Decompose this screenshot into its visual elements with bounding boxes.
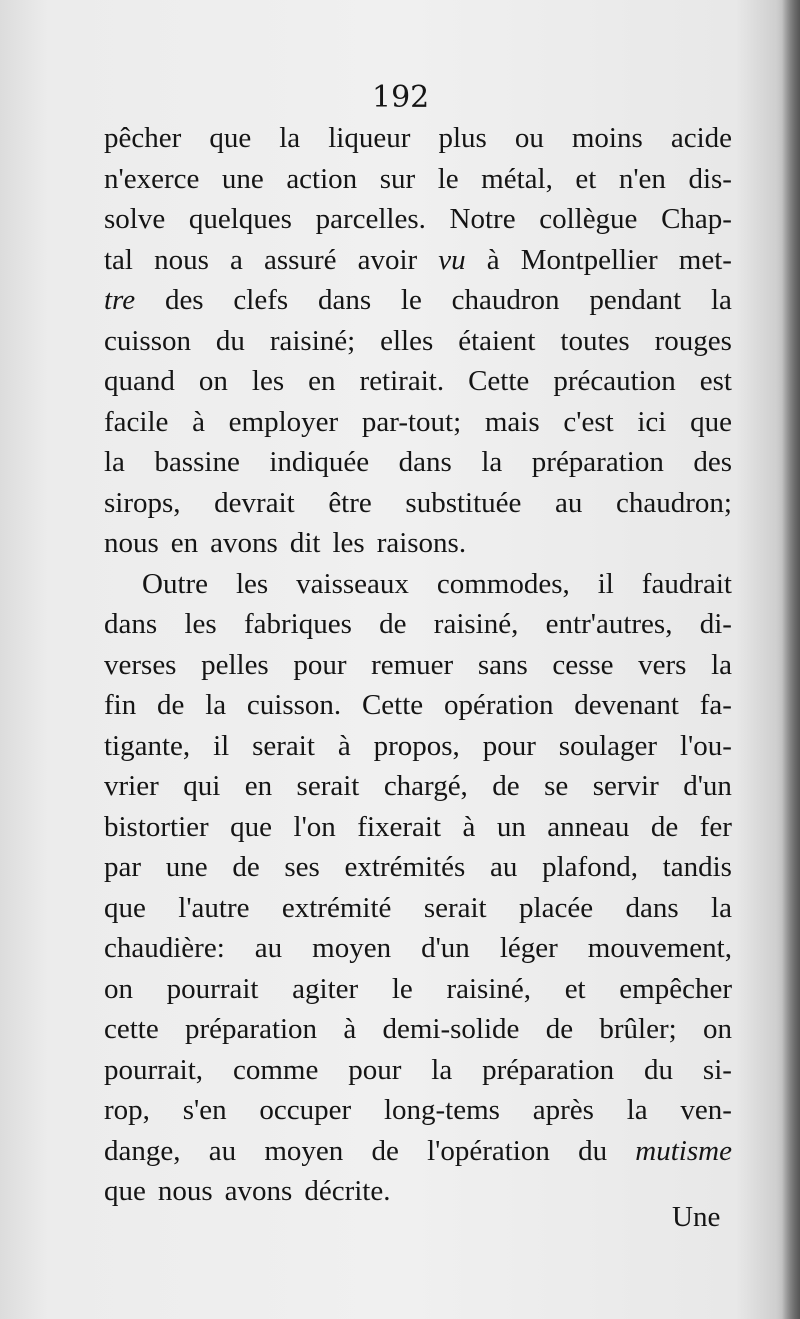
word: quelques	[188, 203, 292, 235]
word: précaution	[553, 365, 676, 397]
word: s'en	[182, 1094, 227, 1126]
word: en	[308, 365, 336, 397]
word: raisiné;	[269, 324, 356, 357]
word: que	[690, 405, 732, 438]
word: brûler;	[599, 1013, 677, 1045]
word: c'est	[563, 405, 614, 438]
word: rop,	[104, 1094, 150, 1126]
word: l'on	[293, 810, 336, 843]
word: dit	[289, 527, 321, 559]
word: on	[198, 365, 228, 397]
word: les	[251, 365, 285, 397]
word: extrémités	[344, 851, 466, 883]
word: Cette	[361, 689, 424, 721]
word: propos,	[373, 729, 460, 762]
word: et	[575, 162, 597, 195]
word: employer	[228, 405, 339, 438]
word: commodes,	[436, 567, 570, 600]
word: fer	[699, 810, 732, 843]
text-line	[104, 1171, 732, 1212]
word: ven-	[680, 1094, 732, 1126]
word: un	[496, 810, 526, 843]
word: cuisson	[104, 324, 191, 357]
word: liqueur	[328, 122, 411, 154]
word: en	[170, 527, 199, 559]
word: vaisseaux	[296, 567, 409, 600]
word: Montpellier	[520, 243, 658, 276]
word: d'un	[421, 932, 470, 964]
word: indiquée	[269, 446, 370, 478]
word: de	[650, 810, 679, 843]
word: du	[215, 324, 245, 357]
word: léger	[499, 932, 558, 964]
word: long-tems	[383, 1094, 500, 1126]
word: si-	[702, 1053, 732, 1086]
word: rouges	[654, 324, 732, 357]
word: opération	[443, 689, 554, 721]
word: tal	[104, 243, 133, 276]
text-line	[104, 766, 732, 807]
word: l'opération	[427, 1134, 550, 1167]
text-line	[104, 523, 732, 564]
word: entr'autres,	[545, 608, 673, 640]
text-line	[104, 361, 732, 402]
word: serait	[252, 729, 315, 762]
word: acide	[670, 122, 732, 154]
word: des	[693, 446, 732, 478]
word: dis-	[688, 162, 732, 195]
text-line	[104, 402, 732, 443]
word: la	[711, 891, 732, 924]
text-line	[104, 483, 732, 524]
word: il	[213, 729, 230, 762]
text-line	[104, 321, 732, 362]
word: Cette	[468, 365, 530, 397]
word: occuper	[259, 1094, 352, 1126]
word: extrémité	[281, 891, 392, 924]
word: l'ou-	[679, 729, 732, 762]
word: une	[165, 851, 208, 883]
word: mais	[484, 405, 540, 438]
word: est	[699, 365, 732, 397]
word: faudrait	[641, 567, 732, 600]
word: qui	[183, 770, 221, 802]
word: nous	[157, 1175, 213, 1207]
word: nous	[154, 243, 209, 276]
text-line	[104, 1131, 732, 1172]
text-line	[104, 1090, 732, 1131]
word: Chap-	[661, 203, 732, 235]
word: chaudron	[451, 284, 560, 316]
word: collègue	[539, 203, 638, 235]
word: le	[437, 162, 459, 195]
word: la	[279, 122, 301, 154]
word: métal,	[481, 162, 553, 195]
word: plafond,	[542, 851, 638, 883]
word: clefs	[233, 284, 289, 316]
word: parcelles.	[315, 203, 426, 235]
word: n'exerce	[104, 162, 200, 195]
page-number: 192	[372, 80, 430, 115]
word: la	[711, 648, 732, 681]
word: pour	[348, 1053, 402, 1086]
word: bassine	[154, 446, 240, 478]
word: pelles	[201, 648, 269, 681]
word: chaudron;	[616, 486, 732, 519]
word: bistortier	[104, 810, 209, 843]
word: chargé,	[383, 770, 468, 802]
word: on	[702, 1013, 732, 1045]
text-line	[104, 280, 732, 321]
word: la	[104, 446, 125, 478]
catchword: Une	[672, 1201, 721, 1233]
word: ses	[284, 851, 320, 883]
word: préparation	[531, 446, 664, 478]
word: plus	[438, 122, 487, 154]
text-line	[104, 118, 732, 159]
word: sans	[477, 648, 528, 681]
text-line	[104, 726, 732, 767]
body-text	[104, 118, 732, 1212]
word: sur	[379, 162, 416, 195]
word: ou	[514, 122, 544, 154]
word: et	[564, 972, 586, 1005]
word: pourrait	[166, 972, 259, 1005]
word: d'un	[683, 770, 732, 802]
word: les	[332, 527, 365, 559]
word: au	[555, 486, 583, 519]
word: retirait.	[359, 365, 445, 397]
word: devenant	[574, 689, 679, 721]
word: di-	[699, 608, 732, 640]
word: a	[230, 243, 243, 276]
word: vu	[438, 243, 466, 276]
word: la	[205, 689, 227, 721]
word: être	[328, 486, 372, 519]
word: la	[626, 1094, 648, 1126]
word: quand	[104, 365, 175, 397]
text-line	[104, 888, 732, 929]
word: anneau	[547, 810, 630, 843]
word: Notre	[449, 203, 516, 235]
word: se	[544, 770, 569, 802]
text-line	[104, 1050, 732, 1091]
word: la	[481, 446, 503, 478]
word: pendant	[589, 284, 682, 316]
word: fa-	[699, 689, 732, 721]
word: au	[208, 1134, 237, 1167]
text-line	[104, 928, 732, 969]
word: après	[532, 1094, 594, 1126]
word: raisons.	[376, 527, 467, 559]
word: l'autre	[178, 891, 250, 924]
word: de	[157, 689, 185, 721]
word: moins	[571, 122, 643, 154]
word: que	[209, 122, 252, 154]
word: avoir	[357, 243, 418, 276]
word: Outre	[142, 567, 209, 600]
word: en	[244, 770, 273, 802]
word: à	[337, 729, 351, 762]
word: pour	[293, 648, 347, 681]
word: tandis	[662, 851, 732, 883]
word: action	[286, 162, 358, 195]
word: à	[343, 1013, 357, 1045]
word: du	[644, 1053, 674, 1086]
word: substituée	[405, 486, 522, 519]
word: les	[235, 567, 269, 600]
word: moyen	[312, 932, 392, 964]
word: cuisson.	[246, 689, 342, 721]
word: servir	[592, 770, 659, 802]
word: sirops,	[104, 486, 181, 519]
word: par	[104, 851, 142, 883]
word: on	[104, 972, 133, 1005]
word: empêcher	[619, 972, 732, 1005]
word: pour	[482, 729, 536, 762]
word: tigante,	[104, 729, 191, 762]
word: que	[230, 810, 273, 843]
word: vers	[638, 648, 687, 681]
word: assuré	[264, 243, 337, 276]
word: décrite.	[304, 1175, 391, 1207]
word: facile	[104, 405, 169, 438]
word: de	[232, 851, 260, 883]
text-line	[104, 1009, 732, 1050]
word: comme	[232, 1053, 319, 1086]
word: des	[164, 284, 204, 316]
word: avons	[224, 1175, 293, 1207]
word: agiter	[292, 972, 359, 1005]
text-line	[104, 159, 732, 200]
word: dange,	[104, 1134, 181, 1167]
word: à	[462, 810, 476, 843]
text-line	[104, 807, 732, 848]
page-edge-shadow	[782, 0, 800, 1319]
word: vrier	[104, 770, 159, 802]
word: cette	[104, 1013, 159, 1045]
word: demi-solide	[382, 1013, 520, 1045]
word: serait	[296, 770, 360, 802]
word: que	[104, 1175, 146, 1207]
word: raisiné,	[446, 972, 532, 1005]
word: dans	[398, 446, 452, 478]
text-line	[104, 604, 732, 645]
word: toutes	[560, 324, 630, 357]
word: du	[578, 1134, 608, 1167]
word: fixerait	[357, 810, 442, 843]
word: dans	[625, 891, 679, 924]
word: solve	[104, 203, 166, 235]
text-line	[104, 199, 732, 240]
word: tre	[104, 284, 136, 316]
word: nous	[104, 527, 159, 559]
word: serait	[423, 891, 487, 924]
word: de	[492, 770, 520, 802]
word: la	[431, 1053, 453, 1086]
word: à	[486, 243, 500, 276]
text-line	[104, 442, 732, 483]
word: chaudière:	[104, 932, 225, 964]
word: mouvement,	[587, 932, 732, 964]
word: une	[221, 162, 264, 195]
word: n'en	[618, 162, 666, 195]
word: par-tout;	[361, 405, 462, 438]
word: préparation	[482, 1053, 615, 1086]
text-line	[104, 645, 732, 686]
word: dans	[317, 284, 372, 316]
word: il	[597, 567, 614, 600]
word: placée	[519, 891, 594, 924]
word: de	[545, 1013, 574, 1045]
word: les	[184, 608, 217, 640]
word: mutisme	[635, 1134, 732, 1167]
word: étaient	[458, 324, 536, 357]
word: cesse	[552, 648, 614, 681]
word: la	[710, 284, 732, 316]
word: soulager	[558, 729, 658, 762]
word: pêcher	[104, 122, 182, 154]
word: raisiné,	[433, 608, 519, 640]
word: ici	[637, 405, 667, 438]
word: elles	[380, 324, 434, 357]
word: remuer	[371, 648, 454, 681]
word: met-	[678, 243, 732, 276]
word: devrait	[214, 486, 295, 519]
text-line	[104, 685, 732, 726]
word: de	[379, 608, 407, 640]
text-line	[104, 240, 732, 281]
text-line	[104, 847, 732, 888]
word: fabriques	[243, 608, 352, 640]
word: au	[490, 851, 518, 883]
word: dans	[104, 608, 158, 640]
word: pourrait,	[104, 1053, 204, 1086]
word: avons	[210, 527, 278, 559]
word: verses	[104, 648, 177, 681]
word: à	[192, 405, 205, 438]
text-line	[104, 564, 732, 605]
word: le	[400, 284, 422, 316]
word: préparation	[185, 1013, 318, 1045]
word: moyen	[264, 1134, 344, 1167]
text-line	[104, 969, 732, 1010]
word: que	[104, 891, 146, 924]
word: fin	[104, 689, 137, 721]
word: au	[254, 932, 283, 964]
word: le	[391, 972, 413, 1005]
word: de	[371, 1134, 399, 1167]
